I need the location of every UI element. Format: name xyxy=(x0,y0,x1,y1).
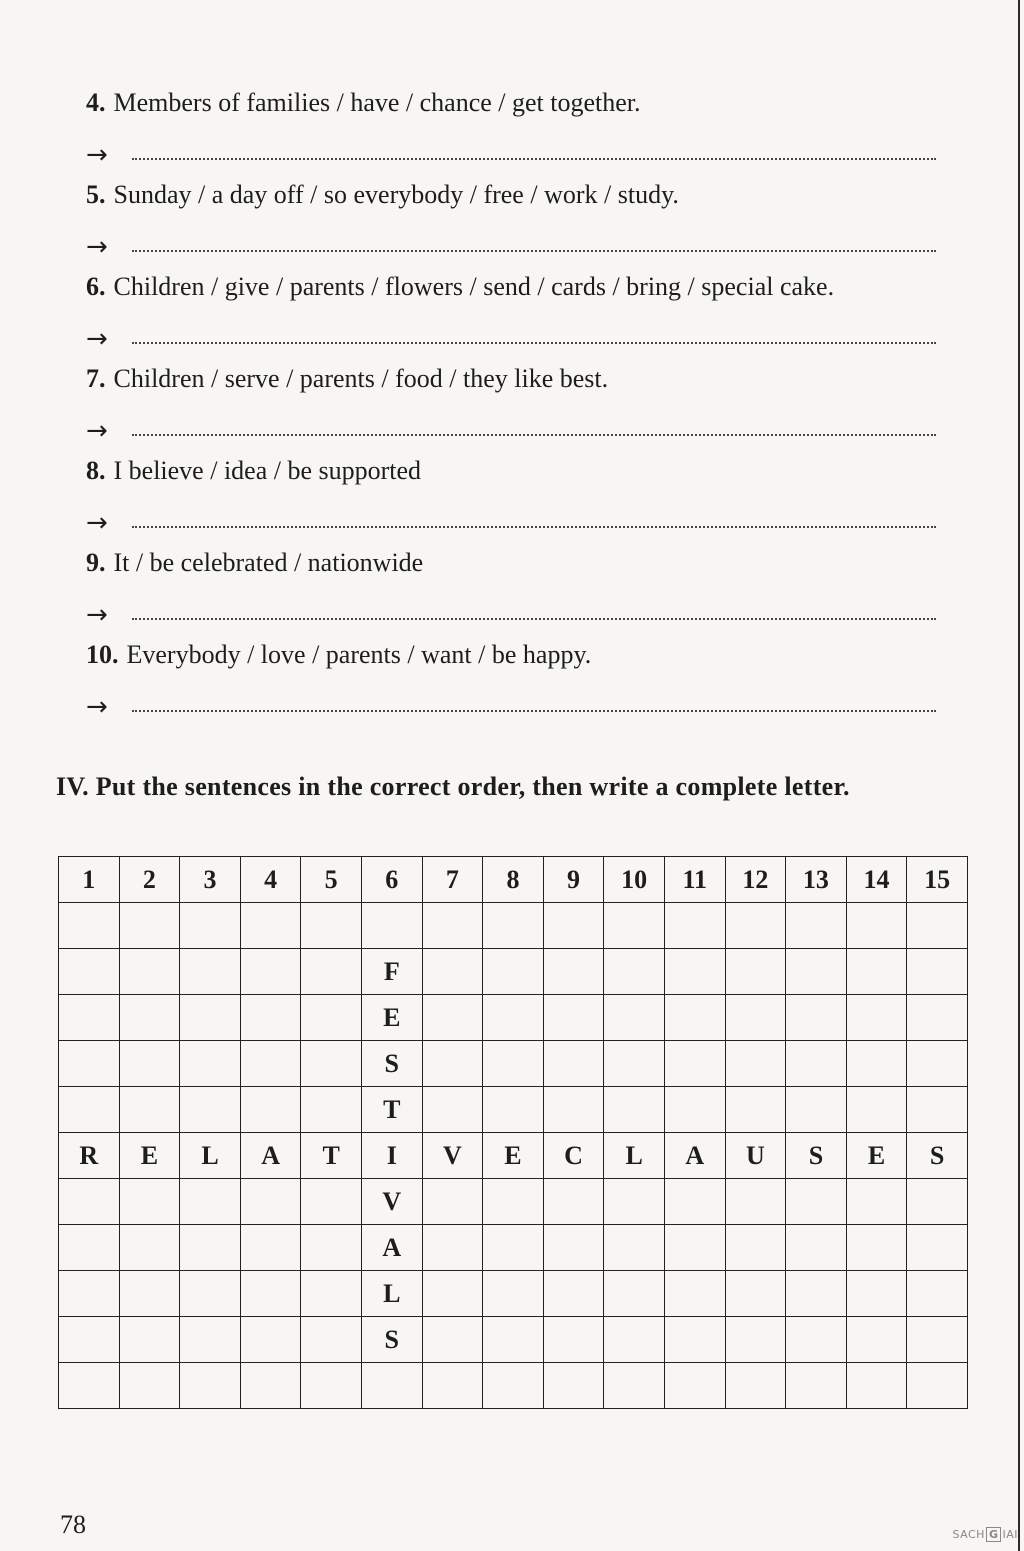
exercise-item xyxy=(86,548,423,578)
grid-cell[interactable] xyxy=(59,1317,120,1363)
grid-cell[interactable] xyxy=(907,903,968,949)
grid-cell[interactable] xyxy=(119,1317,180,1363)
exercise-prompt: Everybody / love / parents / want / be happy. xyxy=(126,640,592,669)
grid-cell[interactable] xyxy=(846,995,907,1041)
grid-cell[interactable] xyxy=(240,903,301,949)
grid-cell[interactable] xyxy=(361,1363,422,1409)
exercise-prompt: Sunday / a day off / so everybody / free / work / study. xyxy=(113,180,679,209)
grid-cell[interactable] xyxy=(119,1225,180,1271)
grid-cell[interactable]: I xyxy=(361,1133,422,1179)
grid-cell[interactable] xyxy=(786,1179,847,1225)
grid-cell[interactable] xyxy=(180,949,241,995)
exercise-item xyxy=(86,88,641,118)
answer-line[interactable] xyxy=(86,232,936,262)
grid-cell[interactable]: E xyxy=(483,1133,544,1179)
exercise-number: 6. xyxy=(86,272,106,301)
grid-column-number: 11 xyxy=(664,857,725,903)
grid-cell[interactable] xyxy=(361,903,422,949)
arrow-icon: → xyxy=(86,600,108,630)
exercise-item xyxy=(86,180,679,210)
grid-cell[interactable] xyxy=(786,1041,847,1087)
grid-cell[interactable] xyxy=(301,1317,362,1363)
exercise-number: 4. xyxy=(86,88,106,117)
crossword-grid xyxy=(58,856,968,1409)
grid-cell[interactable] xyxy=(119,1041,180,1087)
grid-cell[interactable] xyxy=(664,903,725,949)
grid-cell[interactable] xyxy=(180,903,241,949)
grid-cell[interactable] xyxy=(301,1363,362,1409)
exercise-item xyxy=(86,640,591,670)
grid-cell[interactable] xyxy=(725,995,786,1041)
grid-row xyxy=(59,995,968,1041)
grid-cell[interactable] xyxy=(483,949,544,995)
grid-cell[interactable] xyxy=(422,1041,483,1087)
grid-column-number: 5 xyxy=(301,857,362,903)
grid-cell[interactable] xyxy=(664,1179,725,1225)
grid-cell[interactable] xyxy=(240,1041,301,1087)
grid-cell[interactable] xyxy=(119,995,180,1041)
grid-cell[interactable] xyxy=(59,1087,120,1133)
grid-cell[interactable] xyxy=(786,949,847,995)
answer-line[interactable] xyxy=(86,508,936,538)
grid-column-number: 14 xyxy=(846,857,907,903)
grid-cell[interactable] xyxy=(483,903,544,949)
grid-row xyxy=(59,1271,968,1317)
grid-cell[interactable] xyxy=(543,1087,604,1133)
grid-cell[interactable] xyxy=(664,995,725,1041)
grid-cell[interactable] xyxy=(664,949,725,995)
grid-cell[interactable] xyxy=(604,1363,665,1409)
grid-cell[interactable] xyxy=(180,1317,241,1363)
exercise-number: 5. xyxy=(86,180,106,209)
grid-cell[interactable] xyxy=(604,903,665,949)
grid-row xyxy=(59,903,968,949)
grid-cell[interactable] xyxy=(543,903,604,949)
grid-cell[interactable] xyxy=(543,1271,604,1317)
grid-cell[interactable] xyxy=(846,1179,907,1225)
grid-row xyxy=(59,1087,968,1133)
dotted-answer-blank[interactable] xyxy=(132,158,936,160)
exercise-prompt: It / be celebrated / nationwide xyxy=(113,548,424,577)
grid-cell[interactable] xyxy=(604,1317,665,1363)
grid-cell[interactable] xyxy=(301,1225,362,1271)
grid-cell[interactable] xyxy=(301,1271,362,1317)
grid-cell[interactable] xyxy=(786,1087,847,1133)
grid-column-number: 13 xyxy=(786,857,847,903)
grid-cell[interactable]: C xyxy=(543,1133,604,1179)
grid-cell[interactable] xyxy=(604,1179,665,1225)
grid-cell[interactable] xyxy=(119,1363,180,1409)
grid-cell[interactable] xyxy=(422,1363,483,1409)
grid-cell[interactable]: U xyxy=(725,1133,786,1179)
grid-cell[interactable] xyxy=(59,1271,120,1317)
grid-cell[interactable] xyxy=(180,1041,241,1087)
grid-cell[interactable] xyxy=(846,1041,907,1087)
grid-cell[interactable] xyxy=(483,1225,544,1271)
grid-cell[interactable] xyxy=(483,1087,544,1133)
grid-cell[interactable]: E xyxy=(119,1133,180,1179)
arrow-icon: → xyxy=(86,324,108,354)
grid-cell[interactable]: S xyxy=(361,1041,422,1087)
grid-cell[interactable] xyxy=(240,1363,301,1409)
answer-line[interactable] xyxy=(86,140,936,170)
grid-cell[interactable] xyxy=(664,1041,725,1087)
grid-cell[interactable] xyxy=(119,903,180,949)
grid-cell[interactable] xyxy=(59,1363,120,1409)
section-title: IV. Put the sentences in the correct order, then write a complete letter. xyxy=(56,772,850,801)
grid-cell[interactable] xyxy=(604,995,665,1041)
exercise-number: 10. xyxy=(86,640,119,669)
exercise-prompt: Members of families / have / chance / get together. xyxy=(113,88,641,117)
grid-cell[interactable] xyxy=(725,1087,786,1133)
grid-cell[interactable] xyxy=(907,1179,968,1225)
arrow-icon: → xyxy=(86,508,108,538)
grid-cell[interactable]: E xyxy=(846,1133,907,1179)
dotted-answer-blank[interactable] xyxy=(132,342,936,344)
grid-cell[interactable] xyxy=(846,1087,907,1133)
grid-cell[interactable] xyxy=(786,1225,847,1271)
grid-cell[interactable] xyxy=(907,949,968,995)
grid-cell[interactable] xyxy=(483,1363,544,1409)
grid-cell[interactable] xyxy=(846,903,907,949)
arrow-icon: → xyxy=(86,140,108,170)
grid-cell[interactable] xyxy=(664,1363,725,1409)
arrow-icon: → xyxy=(86,692,108,722)
grid-cell[interactable] xyxy=(786,995,847,1041)
dotted-answer-blank[interactable] xyxy=(132,250,936,252)
grid-cell[interactable]: T xyxy=(301,1133,362,1179)
grid-cell[interactable] xyxy=(301,1179,362,1225)
grid-cell[interactable] xyxy=(422,1271,483,1317)
grid-cell[interactable] xyxy=(725,903,786,949)
grid-cell[interactable] xyxy=(543,1363,604,1409)
grid-cell[interactable] xyxy=(180,1271,241,1317)
grid-cell[interactable] xyxy=(240,995,301,1041)
grid-cell[interactable] xyxy=(725,1179,786,1225)
grid-cell[interactable] xyxy=(664,1317,725,1363)
grid-cell[interactable] xyxy=(907,1317,968,1363)
grid-cell[interactable] xyxy=(907,1271,968,1317)
page-edge-line xyxy=(1018,0,1020,1551)
grid-column-number: 10 xyxy=(604,857,665,903)
exercise-prompt: Children / give / parents / flowers / send / cards / bring / special cake. xyxy=(113,272,835,301)
grid-cell[interactable] xyxy=(422,949,483,995)
grid-cell[interactable]: A xyxy=(664,1133,725,1179)
grid-cell[interactable] xyxy=(725,1041,786,1087)
exercise-number: 8. xyxy=(86,456,106,485)
grid-column-number: 6 xyxy=(361,857,422,903)
grid-cell[interactable] xyxy=(604,949,665,995)
grid-cell[interactable] xyxy=(604,1225,665,1271)
grid-cell[interactable] xyxy=(119,1087,180,1133)
grid-cell[interactable] xyxy=(240,1271,301,1317)
grid-cell[interactable] xyxy=(180,1087,241,1133)
dotted-answer-blank[interactable] xyxy=(132,618,936,620)
grid-cell[interactable]: S xyxy=(786,1133,847,1179)
grid-cell[interactable] xyxy=(846,1225,907,1271)
grid-cell[interactable] xyxy=(180,1225,241,1271)
arrow-icon: → xyxy=(86,232,108,262)
grid-column-number: 8 xyxy=(483,857,544,903)
page-number: 78 xyxy=(60,1510,86,1539)
grid-cell[interactable]: V xyxy=(422,1133,483,1179)
grid-cell[interactable] xyxy=(543,1317,604,1363)
grid-cell[interactable] xyxy=(543,1179,604,1225)
grid-cell[interactable] xyxy=(907,1225,968,1271)
grid-cell[interactable] xyxy=(907,995,968,1041)
grid-cell[interactable] xyxy=(786,1317,847,1363)
grid-cell[interactable] xyxy=(543,949,604,995)
grid-cell[interactable] xyxy=(907,1087,968,1133)
grid-cell[interactable]: V xyxy=(361,1179,422,1225)
grid-cell[interactable] xyxy=(422,1179,483,1225)
grid-cell[interactable] xyxy=(846,949,907,995)
grid-cell[interactable] xyxy=(543,1225,604,1271)
grid-cell[interactable] xyxy=(907,1041,968,1087)
grid-cell[interactable]: A xyxy=(240,1133,301,1179)
grid-cell[interactable] xyxy=(119,949,180,995)
grid-cell[interactable] xyxy=(301,903,362,949)
grid-cell[interactable] xyxy=(725,1363,786,1409)
grid-column-number: 9 xyxy=(543,857,604,903)
grid-row xyxy=(59,1179,968,1225)
exercise-item xyxy=(86,456,421,486)
logo-text-left: SACH xyxy=(952,1528,985,1541)
grid-column-number: 1 xyxy=(59,857,120,903)
grid-cell[interactable] xyxy=(59,1179,120,1225)
grid-cell[interactable] xyxy=(180,995,241,1041)
grid-cell[interactable] xyxy=(664,1087,725,1133)
grid-cell[interactable] xyxy=(180,1363,241,1409)
dotted-answer-blank[interactable] xyxy=(132,526,936,528)
grid-cell[interactable] xyxy=(422,903,483,949)
grid-cell[interactable] xyxy=(422,1317,483,1363)
grid-cell[interactable] xyxy=(59,903,120,949)
grid-cell[interactable] xyxy=(907,1363,968,1409)
grid-cell[interactable] xyxy=(786,1271,847,1317)
grid-cell[interactable] xyxy=(483,1179,544,1225)
grid-row xyxy=(59,1363,968,1409)
grid-row xyxy=(59,1133,968,1179)
exercise-prompt: Children / serve / parents / food / they like best. xyxy=(113,364,609,393)
exercise-item xyxy=(86,272,834,302)
grid-cell[interactable] xyxy=(301,949,362,995)
grid-cell[interactable] xyxy=(543,1041,604,1087)
grid-cell[interactable] xyxy=(846,1363,907,1409)
grid-cell[interactable] xyxy=(786,1363,847,1409)
answer-line[interactable] xyxy=(86,416,936,446)
grid-cell[interactable] xyxy=(240,1179,301,1225)
grid-cell[interactable] xyxy=(119,1179,180,1225)
grid-cell[interactable] xyxy=(604,1087,665,1133)
grid-cell[interactable] xyxy=(725,949,786,995)
logo-box: G xyxy=(986,1527,1002,1542)
grid-row xyxy=(59,1317,968,1363)
grid-cell[interactable] xyxy=(240,1225,301,1271)
grid-cell[interactable] xyxy=(422,995,483,1041)
grid-cell[interactable] xyxy=(119,1271,180,1317)
grid-cell[interactable]: S xyxy=(361,1317,422,1363)
grid-cell[interactable] xyxy=(846,1271,907,1317)
grid-cell[interactable] xyxy=(59,1225,120,1271)
grid-cell[interactable] xyxy=(59,949,120,995)
grid-cell[interactable] xyxy=(846,1317,907,1363)
grid-cell[interactable] xyxy=(725,1225,786,1271)
grid-cell[interactable] xyxy=(483,995,544,1041)
grid-cell[interactable] xyxy=(301,1041,362,1087)
grid-cell[interactable] xyxy=(664,1271,725,1317)
grid-header-row xyxy=(59,857,968,903)
exercise-number: 9. xyxy=(86,548,106,577)
grid-cell[interactable] xyxy=(786,903,847,949)
grid-cell[interactable] xyxy=(604,1041,665,1087)
grid-cell[interactable] xyxy=(59,995,120,1041)
grid-column-number: 3 xyxy=(180,857,241,903)
answer-line[interactable] xyxy=(86,692,936,722)
grid-cell[interactable] xyxy=(422,1225,483,1271)
grid-column-number: 15 xyxy=(907,857,968,903)
answer-line[interactable] xyxy=(86,600,936,630)
grid-cell[interactable]: L xyxy=(180,1133,241,1179)
grid-cell[interactable] xyxy=(664,1225,725,1271)
grid-column-number: 2 xyxy=(119,857,180,903)
grid-row xyxy=(59,949,968,995)
exercise-prompt: I believe / idea / be supported xyxy=(113,456,422,485)
grid-cell[interactable] xyxy=(483,1041,544,1087)
grid-cell[interactable] xyxy=(180,1179,241,1225)
dotted-answer-blank[interactable] xyxy=(132,434,936,436)
publisher-logo xyxy=(952,1527,1018,1542)
grid-row xyxy=(59,1041,968,1087)
grid-cell[interactable]: S xyxy=(907,1133,968,1179)
grid-cell[interactable]: L xyxy=(361,1271,422,1317)
grid-cell[interactable]: T xyxy=(361,1087,422,1133)
grid-cell[interactable] xyxy=(301,995,362,1041)
exercise-number: 7. xyxy=(86,364,106,393)
grid-cell[interactable]: L xyxy=(604,1133,665,1179)
grid-cell[interactable]: A xyxy=(361,1225,422,1271)
grid-cell[interactable] xyxy=(240,1317,301,1363)
answer-line[interactable] xyxy=(86,324,936,354)
grid-column-number: 12 xyxy=(725,857,786,903)
grid-column-number: 7 xyxy=(422,857,483,903)
grid-cell[interactable] xyxy=(483,1271,544,1317)
grid-cell[interactable] xyxy=(725,1271,786,1317)
dotted-answer-blank[interactable] xyxy=(132,710,936,712)
grid-row xyxy=(59,1225,968,1271)
grid-cell[interactable] xyxy=(483,1317,544,1363)
grid-cell[interactable] xyxy=(543,995,604,1041)
grid-cell[interactable] xyxy=(422,1087,483,1133)
grid-cell[interactable] xyxy=(240,1087,301,1133)
exercise-item xyxy=(86,364,608,394)
grid-cell[interactable]: F xyxy=(361,949,422,995)
grid-cell[interactable] xyxy=(604,1271,665,1317)
logo-text-right: IAI xyxy=(1002,1528,1018,1541)
grid-cell[interactable] xyxy=(725,1317,786,1363)
grid-cell[interactable] xyxy=(59,1041,120,1087)
grid-cell[interactable] xyxy=(240,949,301,995)
grid-cell[interactable]: R xyxy=(59,1133,120,1179)
grid-column-number: 4 xyxy=(240,857,301,903)
arrow-icon: → xyxy=(86,416,108,446)
grid-cell[interactable]: E xyxy=(361,995,422,1041)
grid-cell[interactable] xyxy=(301,1087,362,1133)
